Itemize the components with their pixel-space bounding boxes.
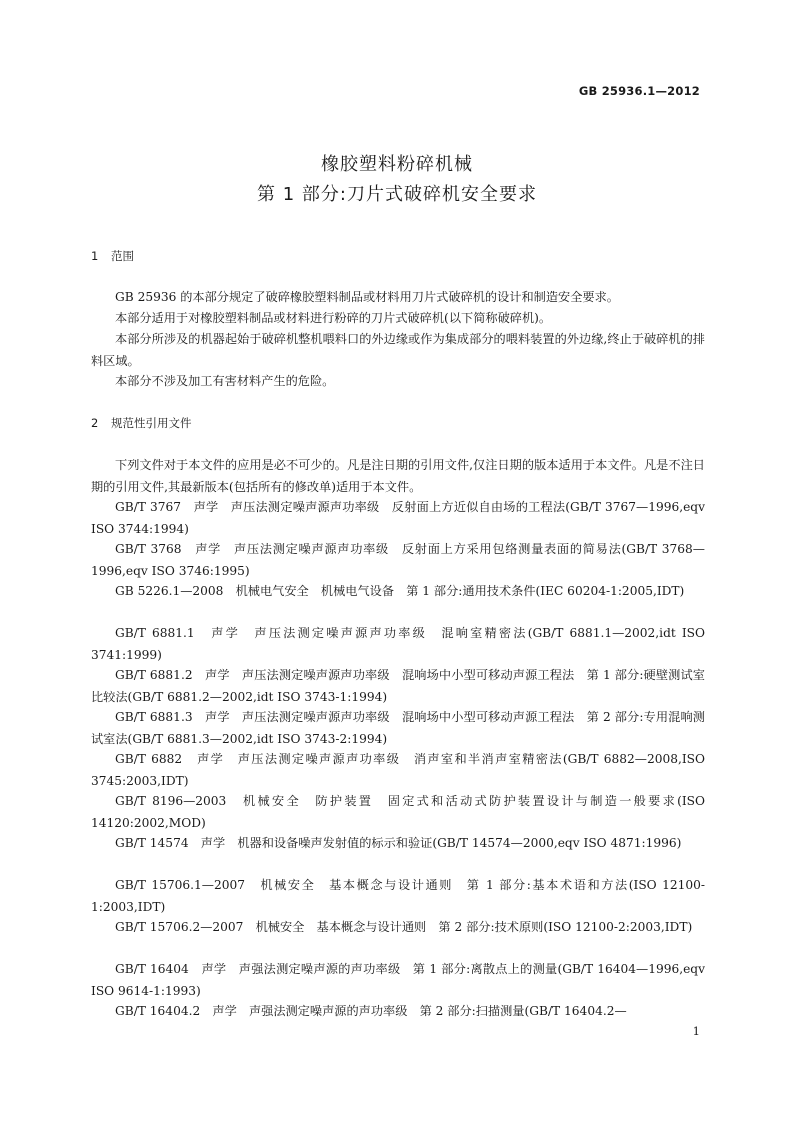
paragraph: 本部分所涉及的机器起始于破碎机整机喂料口的外边缘或作为集成部分的喂料装置的外边缘,终止于破碎机的排料区域。 (91, 332, 705, 368)
reference-item: GB/T 6881.1 声学 声压法测定噪声源声功率级 混响室精密法(GB/T 6881.1—2002,idt ISO 3741:1999) (91, 626, 705, 662)
section-number: 2 (91, 416, 99, 430)
section-title: 规范性引用文件 (111, 416, 192, 430)
reference-item: GB/T 8196—2003 机械安全 防护装置 固定式和活动式防护装置设计与制造一般要求(ISO 14120:2002,MOD) (91, 794, 705, 830)
reference-item: GB/T 16404 声学 声强法测定噪声源的声功率级 第 1 部分:离散点上的测量(GB/T 16404—1996,eqv ISO 9614-1:1993) (91, 962, 705, 998)
reference-item: GB/T 6881.2 声学 声压法测定噪声源声功率级 混响场中小型可移动声源工程法 第 1 部分:硬壁测试室比较法(GB/T 6881.2—2002,idt ISO 3743-1:1994) (91, 668, 705, 704)
paragraph: 本部分不涉及加工有害材料产生的危险。 (115, 374, 335, 388)
reference-item: GB/T 16404.2 声学 声强法测定噪声源的声功率级 第 2 部分:扫描测量(GB/T 16404.2— (115, 1004, 627, 1018)
section-number: 1 (91, 249, 99, 263)
document-subtitle: 第 1 部分:刀片式破碎机安全要求 (257, 184, 537, 205)
reference-item: GB/T 3767 声学 声压法测定噪声源声功率级 反射面上方近似自由场的工程法(GB/T 3767—1996,eqv ISO 3744:1994) (91, 500, 705, 536)
page-number: 1 (692, 1024, 700, 1038)
reference-item: GB/T 14574 声学 机器和设备噪声发射值的标示和验证(GB/T 14574—2000,eqv ISO 4871:1996) (115, 836, 682, 850)
section-1-heading (91, 248, 134, 264)
reference-item: GB/T 6882 声学 声压法测定噪声源声功率级 消声室和半消声室精密法(GB/T 6882—2008,ISO 3745:2003,IDT) (91, 752, 705, 788)
paragraph: GB 25936 的本部分规定了破碎橡胶塑料制品或材料用刀片式破碎机的设计和制造安全要求。 (115, 290, 619, 304)
section-2-heading (91, 415, 192, 431)
reference-item: GB/T 3768 声学 声压法测定噪声源声功率级 反射面上方采用包络测量表面的简易法(GB/T 3768—1996,eqv ISO 3746:1995) (91, 542, 705, 578)
reference-item: GB/T 15706.1—2007 机械安全 基本概念与设计通则 第 1 部分:基本术语和方法(ISO 12100-1:2003,IDT) (91, 878, 705, 914)
reference-item: GB 5226.1—2008 机械电气安全 机械电气设备 第 1 部分:通用技术条件(IEC 60204-1:2005,IDT) (115, 584, 685, 598)
paragraph: 本部分适用于对橡胶塑料制品或材料进行粉碎的刀片式破碎机(以下简称破碎机)。 (115, 311, 552, 325)
section-title: 范围 (111, 249, 134, 263)
standard-number: GB 25936.1—2012 (578, 84, 700, 98)
reference-item: GB/T 6881.3 声学 声压法测定噪声源声功率级 混响场中小型可移动声源工程法 第 2 部分:专用混响测试室法(GB/T 6881.3—2002,idt ISO 3743-2:1994) (91, 710, 705, 746)
paragraph: 下列文件对于本文件的应用是必不可少的。凡是注日期的引用文件,仅注日期的版本适用于本文件。凡是不注日期的引用文件,其最新版本(包括所有的修改单)适用于本文件。 (91, 458, 705, 494)
reference-item: GB/T 15706.2—2007 机械安全 基本概念与设计通则 第 2 部分:技术原则(ISO 12100-2:2003,IDT) (115, 920, 693, 934)
document-title: 橡胶塑料粉碎机械 (321, 154, 473, 175)
